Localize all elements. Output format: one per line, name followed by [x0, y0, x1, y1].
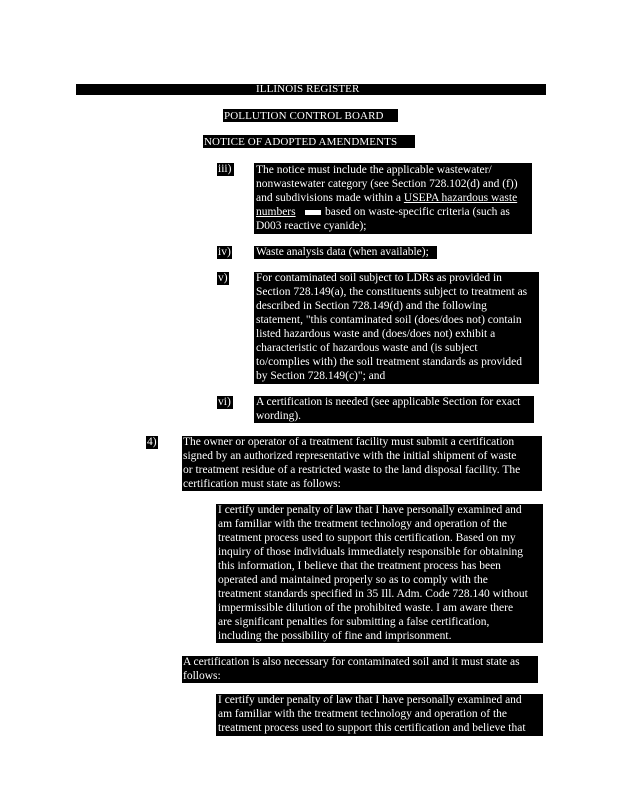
soil-line-1: A certification is also necessary for contaminated soil and it must state as	[183, 656, 520, 668]
register-title: ILLINOIS REGISTER	[256, 83, 360, 95]
cert-1-line-4: inquiry of those individuals immediately responsible for obtaining	[218, 546, 524, 558]
strikeout-mark	[305, 210, 321, 215]
section-4-line-2: signed by an authorized representative with the initial shipment of waste	[183, 450, 517, 462]
cert-1-line-5: this information, I believe that the treatment process has been	[218, 560, 501, 572]
item-iii-line-4-numbers: numbers	[256, 206, 296, 218]
cert-1-line-2: am familiar with the treatment technology and operation of the	[218, 518, 507, 530]
cert-2-line-1: I certify under penalty of law that I have personally examined and	[218, 694, 522, 706]
item-vi-line-2: wording).	[256, 410, 302, 422]
cert-1-line-10: including the possibility of fine and imprisonment.	[218, 630, 452, 642]
section-4-line-3: or treatment residue of a restricted waste to the land disposal facility. The	[183, 464, 521, 476]
item-v-line-3: described in Section 728.149(d) and the following	[256, 300, 487, 312]
item-iv-line-1: Waste analysis data (when available);	[256, 246, 429, 258]
item-v-line-2: Section 728.149(a), the constituents subject to treatment as	[256, 286, 528, 298]
item-v-label: v)	[218, 272, 228, 284]
item-iii-label: iii)	[218, 163, 232, 175]
cert-1-line-6: operated and maintained properly so as to comply with the	[218, 574, 488, 586]
cert-1-line-1: I certify under penalty of law that I have personally examined and	[218, 504, 522, 516]
item-iii-line-5: D003 reactive cyanide);	[256, 220, 367, 232]
cert-1-line-8: impermissible dilution of the prohibited waste. I am aware there	[218, 602, 514, 614]
section-4-line-4: certification must state as follows:	[183, 478, 341, 490]
item-iii-line-4-rest: based on waste-specific criteria (such as	[325, 206, 510, 218]
item-v-line-6: characteristic of hazardous waste and (is subject	[256, 342, 478, 354]
cert-2-line-3: treatment process used to support this certification and believe that	[218, 722, 526, 734]
item-vi-label: vi)	[218, 396, 231, 408]
item-iii-line-3-text: and subdivisions made within a	[256, 192, 404, 204]
item-iii-line-3	[256, 191, 517, 205]
section-4-line-1: The owner or operator of a treatment facility must submit a certification	[183, 436, 515, 448]
cert-1-line-3: treatment process used to support this certification. Based on my	[218, 532, 516, 544]
item-v-line-1: For contaminated soil subject to LDRs as provided in	[256, 272, 502, 284]
notice-title: NOTICE OF ADOPTED AMENDMENTS	[204, 136, 398, 148]
cert-1-line-9: are significant penalties for submitting a false certification,	[218, 616, 490, 628]
item-v-line-7: to/complies with) the soil treatment standards as provided	[256, 356, 523, 368]
item-iii-line-2: nonwastewater category (see Section 728.102(d) and (f))	[256, 178, 518, 190]
item-iii-line-1: The notice must include the applicable wastewater/	[256, 164, 492, 176]
item-iv-label: iv)	[218, 246, 231, 258]
item-v-line-8: by Section 728.149(c)"; and	[256, 370, 386, 382]
hazardous-waste-underlined: USEPA hazardous waste	[403, 192, 518, 204]
item-v-line-5: listed hazardous waste and (does/does not) exhibit a	[256, 328, 496, 340]
cert-2-line-2: am familiar with the treatment technology and operation of the	[218, 708, 507, 720]
board-title: POLLUTION CONTROL BOARD	[224, 110, 384, 122]
item-v-line-4: statement, "this contaminated soil (does/does not) contain	[256, 314, 522, 326]
cert-1-line-7: treatment standards specified in 35 Ill. Adm. Code 728.140 without	[218, 588, 528, 600]
section-4-label: 4)	[147, 436, 157, 448]
soil-line-2: follows:	[183, 670, 221, 682]
item-vi-line-1: A certification is needed (see applicable Section for exact	[256, 396, 521, 408]
